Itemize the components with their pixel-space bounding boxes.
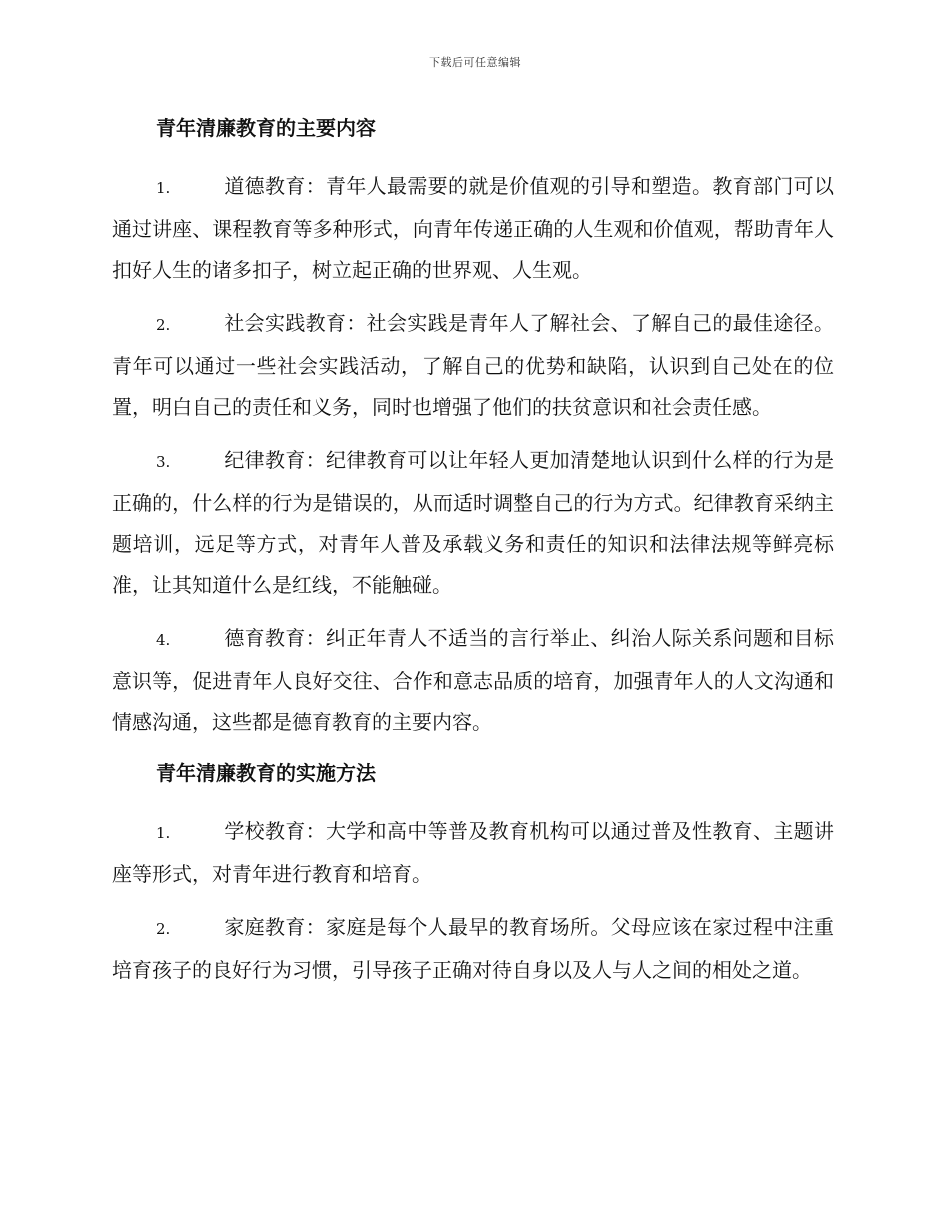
list-item-text: 学校教育：大学和高中等普及教育机构可以通过普及性教育、主题讲座等形式，对青年进行教育和培育。 (112, 819, 834, 886)
document-body (112, 110, 834, 1003)
page-header: 下载后可任意编辑 (429, 56, 521, 69)
list-item (112, 907, 834, 991)
list-item (112, 166, 834, 291)
list-item-number: 4. (156, 631, 171, 649)
list-item (112, 303, 834, 428)
list-item-text: 道德教育：青年人最需要的就是价值观的引导和塑造。教育部门可以通过讲座、课程教育等多种形式，向青年传递正确的人生观和价值观，帮助青年人扣好人生的诸多扣子，树立起正确的世界观、人生观。 (112, 174, 834, 282)
section-heading-main-content: 青年清廉教育的主要内容 (156, 116, 376, 140)
list-item-text: 德育教育：纠正年青人不适当的言行举止、纠治人际关系问题和目标意识等，促进青年人良好交往、合作和意志品质的培育，加强青年人的人文沟通和情感沟通，这些都是德育教育的主要内容。 (112, 626, 834, 734)
list-item-text: 纪律教育：纪律教育可以让年轻人更加清楚地认识到什么样的行为是正确的，什么样的行为是错误的，从而适时调整自己的行为方式。纪律教育采纳主题培训，远足等方式，对青年人普及承载义务和责任的知识和法律法规等鲜亮标准，让其知道什么是红线，不能触碰。 (112, 448, 834, 597)
list-item (112, 811, 834, 895)
list-item-number: 2. (156, 316, 171, 334)
section-heading-implementation: 青年清廉教育的实施方法 (156, 761, 376, 785)
list-item-number: 1. (156, 824, 171, 842)
list-item-number: 2. (156, 920, 171, 938)
list-item (112, 618, 834, 743)
list-item-text: 社会实践教育：社会实践是青年人了解社会、了解自己的最佳途径。青年可以通过一些社会实践活动，了解自己的优势和缺陷，认识到自己处在的位置，明白自己的责任和义务，同时也增强了他们的扶贫意识和社会责任感。 (112, 311, 834, 419)
list-item-number: 3. (156, 453, 171, 471)
list-item-number: 1. (156, 179, 171, 197)
list-item (112, 440, 834, 606)
list-item-text: 家庭教育：家庭是每个人最早的教育场所。父母应该在家过程中注重培育孩子的良好行为习惯，引导孩子正确对待自身以及人与人之间的相处之道。 (112, 915, 834, 982)
